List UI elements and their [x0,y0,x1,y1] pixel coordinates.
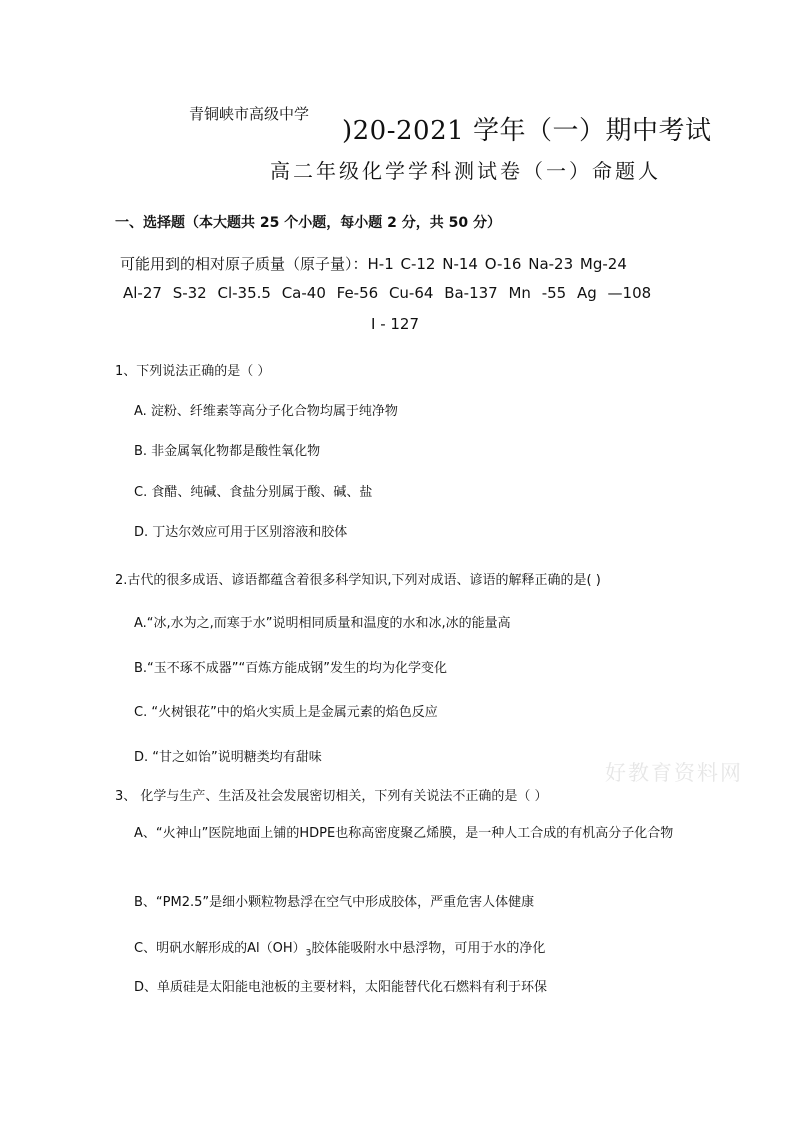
question-2-option-d: D. “甘之如饴”说明糖类均有甜味 [134,750,322,765]
section-title: 一、选择题（本大题共 25 个小题，每小题 2 分，共 50 分） [115,215,501,231]
question-2-option-c: C. “火树银花”中的焰火实质上是金属元素的焰色反应 [134,705,438,720]
question-3-stem: 3、 化学与生产、生活及社会发展密切相关，下列有关说法不正确的是（ ） [115,789,548,804]
question-3-option-c-subscript: 3 [305,948,312,959]
atomic-mass-line-1: 可能用到的相对原子质量（原子量）：H-1 C-12 N-14 O-16 Na-23 Mg-24 [120,255,627,273]
subtitle-text: 高二年级化学学科测试卷（一）命题人 [270,159,661,183]
school-name: 青铜峡市高级中学 [189,105,310,123]
question-1-option-c: C. 食醋、纯碱、食盐分别属于酸、碱、盐 [134,485,373,500]
question-1-option-a: A. 淀粉、纤维素等高分子化合物均属于纯净物 [134,404,398,419]
question-3-option-c [134,937,545,959]
atomic-mass-line-2: Al-27 S-32 Cl-35.5 Ca-40 Fe-56 Cu-64 Ba-137 Mn -55 Ag —108 [123,284,652,302]
atomic-mass-line-3: I - 127 [371,315,420,333]
question-3-option-b: B、“PM2.5”是细小颗粒物悬浮在空气中形成胶体，严重危害人体健康 [134,895,535,910]
question-3-option-d: D、单质硅是太阳能电池板的主要材料，太阳能替代化石燃料有利于环保 [134,980,548,995]
question-2-option-a: A.“冰,水为之,而寒于水”说明相同质量和温度的水和冰,冰的能量高 [134,616,511,631]
question-3-option-a: A、“火神山”医院地面上铺的HDPE也称高密度聚乙烯膜，是一种人工合成的有机高分子化合物 [134,826,674,841]
watermark: 好教育资料网 [605,761,743,785]
question-1-stem: 1、下列说法正确的是（ ） [115,364,271,379]
exam-title: )20-2021 学年（一）期中考试 [342,116,712,146]
question-1-option-d: D. 丁达尔效应可用于区别溶液和胶体 [134,525,348,540]
question-3-option-c-text: C、明矾水解形成的Al（OH） [134,941,306,956]
question-1-option-b: B. 非金属氧化物都是酸性氧化物 [134,444,321,459]
subtitle-cropped [270,159,661,183]
question-2-stem: 2.古代的很多成语、谚语都蕴含着很多科学知识,下列对成语、谚语的解释正确的是( ) [115,573,601,588]
question-2-option-b: B.“玉不琢不成器”“百炼方能成钢”发生的均为化学变化 [134,661,447,676]
question-3-option-c-rest: 胶体能吸附水中悬浮物，可用于水的净化 [311,941,546,956]
